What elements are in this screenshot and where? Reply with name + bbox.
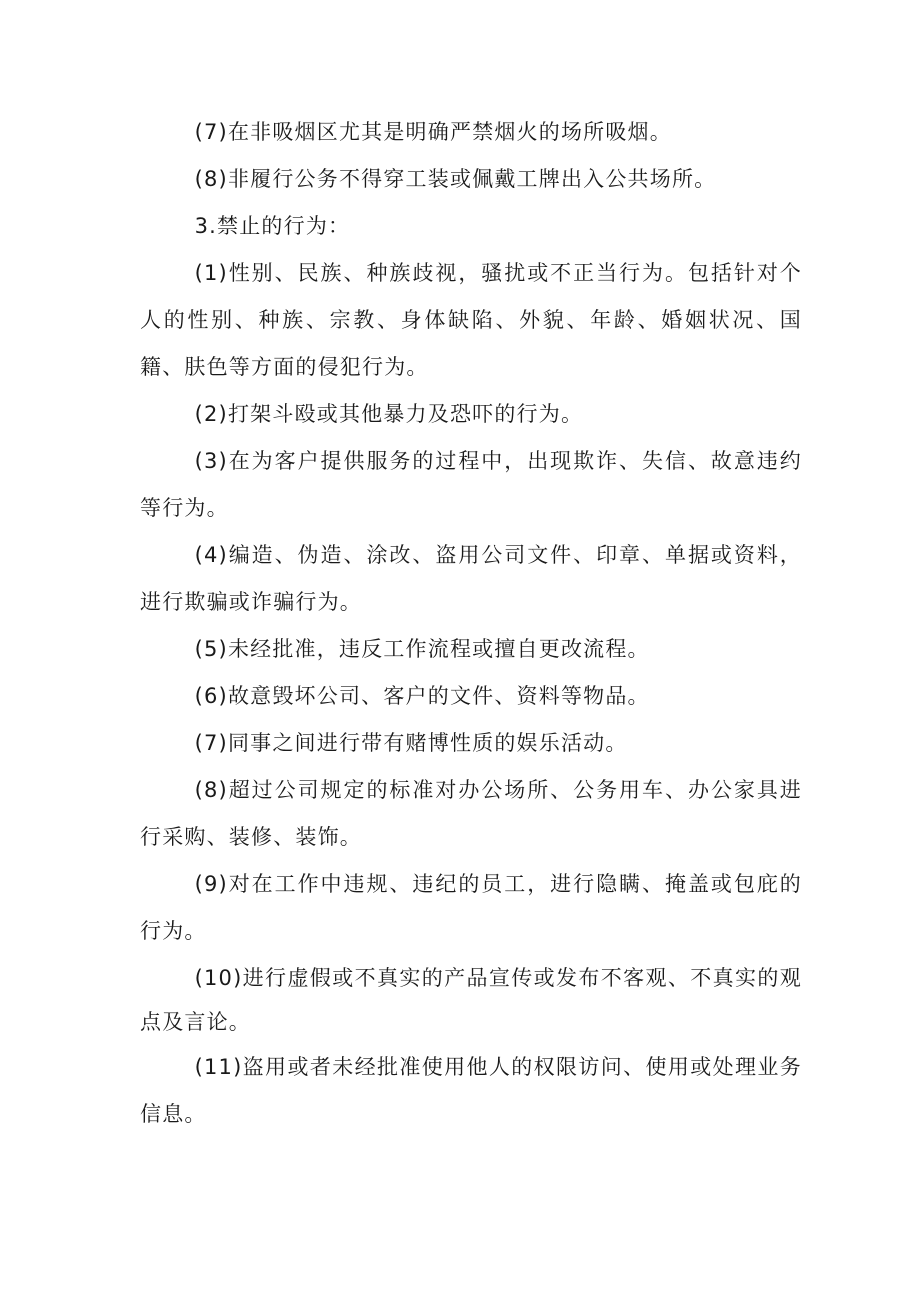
paragraph-discrimination: (1)性别、民族、种族歧视，骚扰或不正当行为。包括针对个人的性别、种族、宗教、身体缺陷、外貌、年龄、婚姻状况、国籍、肤色等方面的侵犯行为。 xyxy=(140,261,802,379)
paragraph-no-smoking: (7)在非吸烟区尤其是明确严禁烟火的场所吸烟。 xyxy=(194,120,672,144)
paragraph-damage: (6)故意毁坏公司、客户的文件、资料等物品。 xyxy=(194,684,650,708)
paragraph-cover-up: (9)对在工作中违规、违纪的员工，进行隐瞒、掩盖或包庇的行为。 xyxy=(140,872,802,943)
paragraph-unauthorized-access: (11)盗用或者未经批准使用他人的权限访问、使用或处理业务信息。 xyxy=(140,1055,802,1126)
paragraph-fraud: (3)在为客户提供服务的过程中，出现欺诈、失信、故意违约等行为。 xyxy=(140,449,802,520)
paragraph-process-violation: (5)未经批准，违反工作流程或擅自更改流程。 xyxy=(194,637,650,661)
paragraph-gambling: (7)同事之间进行带有赌博性质的娱乐活动。 xyxy=(194,731,628,755)
section-heading-prohibited: 3.禁止的行为： xyxy=(194,214,351,238)
paragraph-violence: (2)打架斗殴或其他暴力及恐吓的行为。 xyxy=(194,402,584,426)
document-body xyxy=(140,109,802,1138)
paragraph-uniform-rule: (8)非履行公务不得穿工装或佩戴工牌出入公共场所。 xyxy=(194,167,717,191)
paragraph-false-publicity: (10)进行虚假或不真实的产品宣传或发布不客观、不真实的观点及言论。 xyxy=(140,966,802,1034)
paragraph-over-standard-purchase: (8)超过公司规定的标准对办公场所、公务用车、办公家具进行采购、装修、装饰。 xyxy=(140,778,802,849)
paragraph-forgery: (4)编造、伪造、涂改、盗用公司文件、印章、单据或资料，进行欺骗或诈骗行为。 xyxy=(140,543,802,614)
